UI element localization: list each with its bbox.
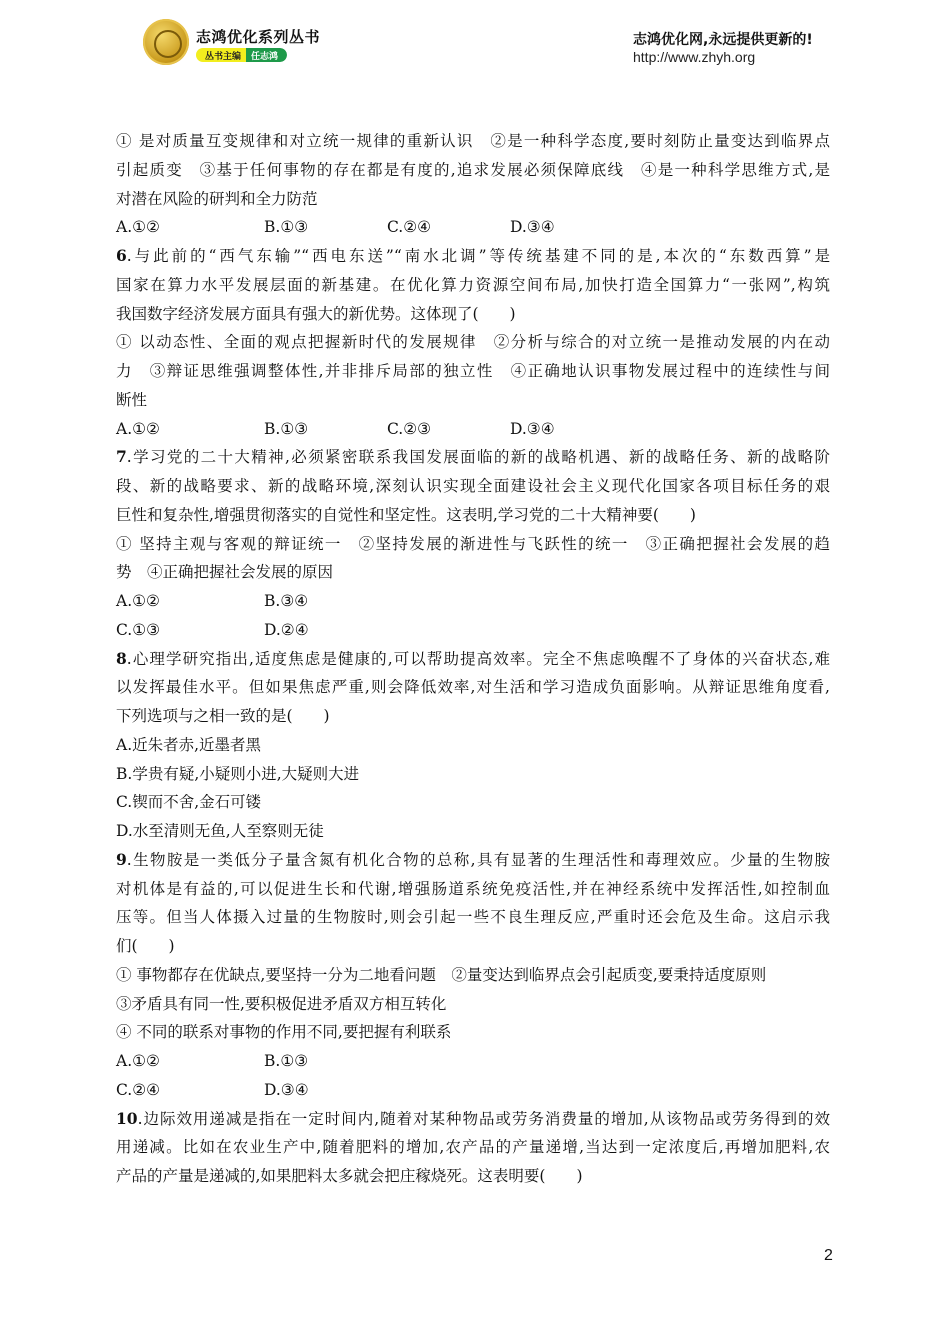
- line-text: .生物胺是一类低分子量含氮有机化合物的总称,具有显著的生理活性和毒理效应。少量的生物胺: [126, 850, 830, 869]
- editor-label: 丛书主编: [196, 48, 246, 62]
- answer-option: B.①③: [264, 1052, 309, 1070]
- line-text: ③矛盾具有同一性,要积极促进矛盾双方相互转化: [116, 994, 447, 1013]
- line-text: 下列选项与之相一致的是( ): [116, 707, 330, 725]
- answer-option: A.①②: [116, 1052, 160, 1070]
- text-line: [116, 735, 830, 755]
- line-text: 用递减。比如在农业生产中,随着肥料的增加,农产品的产量递增,当达到一定浓度后,再增加肥料,农: [116, 1138, 830, 1157]
- text-line: [116, 361, 830, 381]
- question-number: 9: [116, 849, 127, 869]
- text-line: [116, 562, 830, 582]
- text-line: [116, 706, 830, 726]
- text-line: [116, 821, 830, 841]
- text-line: [116, 1137, 830, 1157]
- answer-option: A.①②: [116, 218, 160, 237]
- page-number: 2: [824, 1247, 833, 1264]
- line-text: ④ 不同的联系对事物的作用不同,要把握有利联系: [116, 1023, 452, 1042]
- header-slogan: 志鸿优化网,永远提供更新的!: [633, 32, 813, 48]
- text-line: [116, 189, 830, 209]
- text-line: [116, 476, 830, 496]
- line-text: 对机体是有益的,可以促进生长和代谢,增强肠道系统免疫活性,并在神经系统中发挥活性,如控制血: [116, 879, 830, 898]
- answer-option: C.①③: [116, 620, 161, 639]
- answer-option: D.②④: [264, 620, 309, 639]
- text-line: [116, 505, 830, 525]
- series-title: 志鸿优化系列丛书: [196, 28, 321, 46]
- text-line: [116, 131, 830, 151]
- question-stem-line: [116, 850, 830, 870]
- question-number: 6: [116, 246, 127, 265]
- text-line: [116, 764, 830, 784]
- line-text: ① 以动态性、全面的观点把握新时代的发展规律 ②分析与综合的对立统一是推动发展的内在动: [116, 333, 830, 352]
- answer-option: B.③④: [264, 592, 309, 610]
- text-line: [116, 332, 830, 352]
- line-text: 产品的产量是递减的,如果肥料太多就会把庄稼烧死。这表明要( ): [116, 1167, 583, 1185]
- line-text: 对潜在风险的研判和全力防范: [116, 189, 318, 208]
- text-line: [116, 160, 830, 180]
- text-line: [116, 965, 830, 985]
- text-line: [116, 907, 830, 927]
- line-text: 以发挥最佳水平。但如果焦虑严重,则会降低效率,对生活和学习造成负面影响。从辩证思维角度看,: [116, 678, 830, 697]
- line-text: A.近朱者赤,近墨者黑: [116, 735, 262, 754]
- page-header: [0, 0, 950, 80]
- text-line: [116, 390, 830, 410]
- line-text: .学习党的二十大精神,必须紧密联系我国发展面临的新的战略机遇、新的战略任务、新的战略阶: [126, 448, 830, 467]
- line-text: ① 事物都存在优缺点,要坚持一分为二地看问题 ②量变达到临界点会引起质变,要秉持适度原则: [116, 965, 767, 984]
- question-number: 7: [116, 447, 127, 467]
- text-line: [116, 1166, 830, 1186]
- text-line: [116, 879, 830, 899]
- answer-option: A.①②: [116, 592, 160, 610]
- answer-option: C.②③: [387, 419, 432, 438]
- text-line: [116, 994, 830, 1014]
- line-text: 力 ③辩证思维强调整体性,并非排斥局部的独立性 ④正确地认识事物发展过程中的连续性与间: [116, 362, 830, 380]
- header-url[interactable]: http://www.zhyh.org: [633, 49, 756, 65]
- question-stem-line: [116, 447, 830, 467]
- text-line: [116, 275, 830, 295]
- line-text: .心理学研究指出,适度焦虑是健康的,可以帮助提高效率。完全不焦虑唤醒不了身体的兴奋状态,难: [126, 649, 830, 668]
- text-line: [116, 534, 830, 554]
- line-text: C.锲而不舍,金石可镂: [116, 793, 262, 812]
- question-number: 8: [116, 648, 127, 668]
- answer-option: B.①③: [264, 419, 309, 438]
- line-text: 段、新的战略要求、新的战略环境,深刻认识实现全面建设社会主义现代化国家各项目标任务的艰: [116, 477, 830, 495]
- question-stem-line: [116, 1109, 830, 1129]
- answer-option: D.③④: [510, 419, 555, 438]
- text-line: [116, 304, 830, 324]
- answer-option: C.②④: [387, 218, 432, 237]
- question-stem-line: [116, 649, 830, 669]
- text-line: [116, 936, 830, 956]
- editor-badge: [196, 48, 287, 62]
- line-text: ① 是对质量互变规律和对立统一规律的重新认识 ②是一种科学态度,要时刻防止量变达到临界点: [116, 132, 830, 150]
- line-text: 引起质变 ③基于任何事物的存在都是有度的,追求发展必须保障底线 ④是一种科学思维方式,是: [116, 160, 830, 179]
- answer-option: D.③④: [510, 218, 555, 237]
- answer-option: A.①②: [116, 419, 160, 438]
- line-text: 巨性和复杂性,增强贯彻落实的自觉性和坚定性。这表明,学习党的二十大精神要( ): [116, 505, 696, 524]
- question-number: 10: [116, 1108, 138, 1128]
- line-text: 压等。但当人体摄入过量的生物胺时,则会引起一些不良生理反应,严重时还会危及生命。这启示我: [116, 908, 830, 927]
- line-text: 国家在算力水平发展层面的新基建。在优化算力资源空间布局,加快打造全国算力“一张网”,构筑: [116, 275, 830, 294]
- editor-name: 任志鸿: [246, 48, 287, 62]
- answer-option: C.②④: [116, 1080, 161, 1099]
- text-line: [116, 1022, 830, 1042]
- text-line: [116, 677, 830, 697]
- answer-option: D.③④: [264, 1080, 309, 1099]
- line-text: 断性: [116, 390, 148, 409]
- publisher-logo-icon: [143, 19, 189, 65]
- line-text: 势 ④正确把握社会发展的原因: [116, 563, 334, 582]
- line-text: D.水至清则无鱼,人至察则无徒: [116, 822, 324, 840]
- answer-option: B.①③: [264, 218, 309, 237]
- line-text: 我国数字经济发展方面具有强大的新优势。这体现了( ): [116, 304, 516, 323]
- line-text: .边际效用递减是指在一定时间内,随着对某种物品或劳务消费量的增加,从该物品或劳务得到的效: [137, 1109, 830, 1128]
- line-text: .与此前的“西气东输”“西电东送”“南水北调”等传统基建不同的是,本次的“东数西算”是: [126, 247, 830, 265]
- line-text: ① 坚持主观与客观的辩证统一 ②坚持发展的渐进性与飞跃性的统一 ③正确把握社会发展的趋: [116, 534, 830, 553]
- line-text: B.学贵有疑,小疑则小进,大疑则大进: [116, 764, 360, 783]
- text-line: [116, 792, 830, 812]
- question-stem-line: [116, 246, 830, 266]
- line-text: 们( ): [116, 937, 175, 955]
